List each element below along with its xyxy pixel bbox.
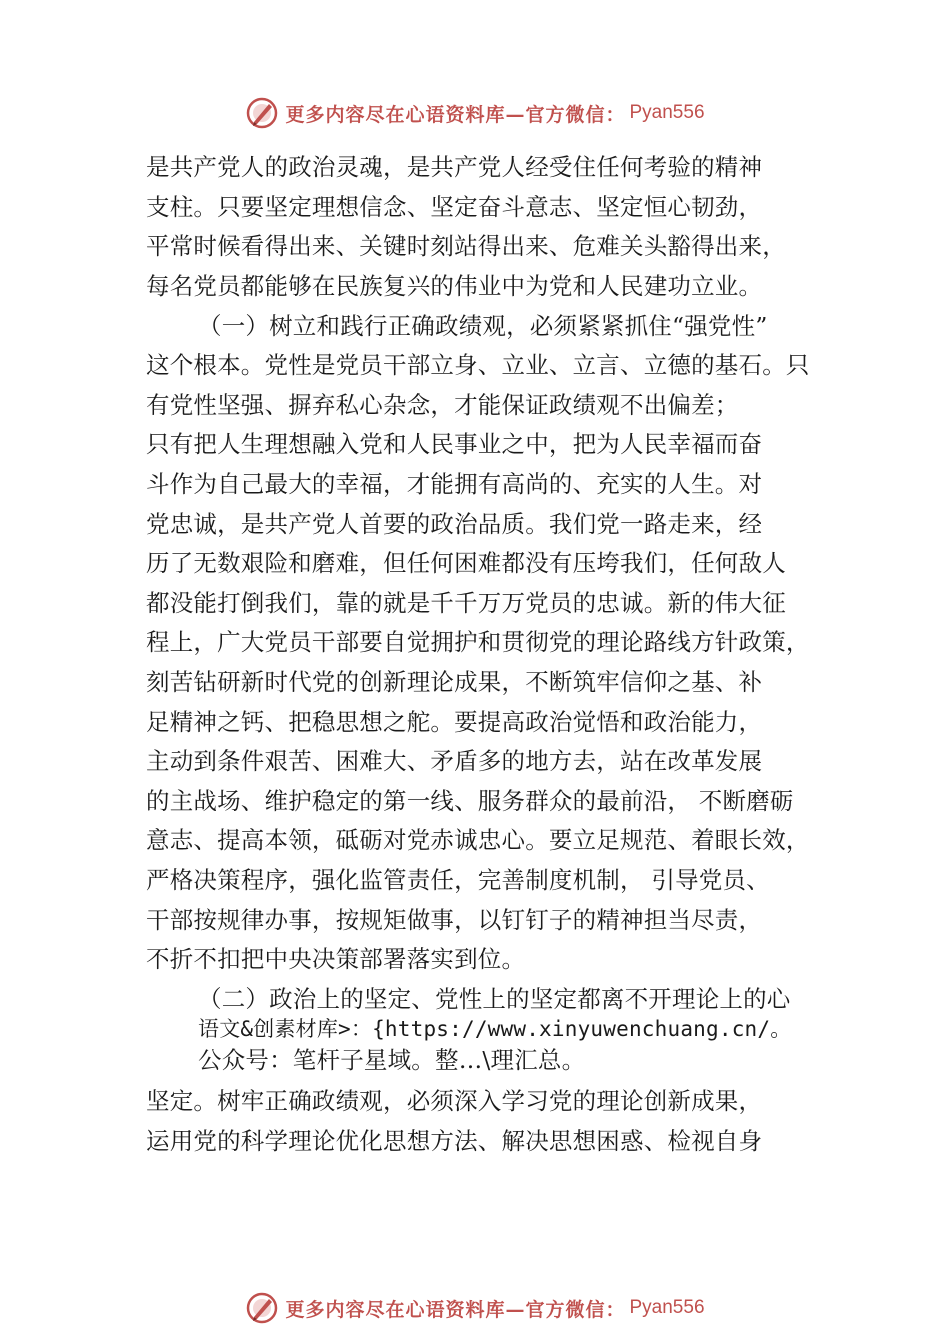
text-line: 坚定。树牢正确政绩观，必须深入学习党的理论创新成果， — [146, 1087, 763, 1115]
text-line: 支柱。只要坚定理想信念、坚定奋斗意志、坚定恒心韧劲， — [146, 193, 763, 221]
banner-handle: Pyan556 — [629, 102, 705, 123]
text-line: 不折不扣把中央决策部署落实到位。 — [146, 945, 526, 973]
header-banner — [0, 93, 950, 133]
text-line: 斗作为自己最大的幸福，才能拥有高尚的、充实的人生。对 — [146, 470, 763, 498]
watermark-line: 公众号：笔杆子星域。整…\理汇总。 — [198, 1046, 586, 1074]
banner-text: 更多内容尽在心语资料库—官方微信： — [285, 103, 626, 126]
pen-seal-icon — [245, 96, 279, 130]
text-line: 严格决策程序，强化监管责任，完善制度机制， 引导党员、 — [146, 866, 770, 894]
text-line: 意志、提高本领，砥砺对党赤诚忠心。要立足规范、着眼长效， — [146, 826, 810, 854]
text-line: 历了无数艰险和磨难，但任何困难都没有压垮我们，任何敌人 — [146, 549, 786, 577]
banner-text: 更多内容尽在心语资料库—官方微信： — [285, 1298, 626, 1321]
text-line: 这个根本。党性是党员干部立身、立业、立言、立德的基石。只 — [146, 351, 810, 379]
text-line: 是共产党人的政治灵魂，是共产党人经受住任何考验的精神 — [146, 153, 763, 181]
text-line: （一）树立和践行正确政绩观，必须紧紧抓住“强党性” — [198, 312, 768, 340]
banner-handle: Pyan556 — [629, 1297, 705, 1318]
text-line: 都没能打倒我们，靠的就是千千万万党员的忠诚。新的伟大征 — [146, 589, 786, 617]
text-line: 平常时候看得出来、关键时刻站得出来、危难关头豁得出来， — [146, 232, 786, 260]
text-line: 主动到条件艰苦、困难大、矛盾多的地方去，站在改革发展 — [146, 747, 763, 775]
pen-seal-icon — [245, 1291, 279, 1325]
text-line: 党忠诚，是共产党人首要的政治品质。我们党一路走来，经 — [146, 510, 763, 538]
footer-banner — [0, 1288, 950, 1328]
text-line: 的主战场、维护稳定的第一线、服务群众的最前沿， 不断磨砺 — [146, 787, 794, 815]
text-line: 程上，广大党员干部要自觉拥护和贯彻党的理论路线方针政策， — [146, 628, 810, 656]
watermark-line: 语文&创素材库>：{https://www.xinyuwenchuang.cn/。 — [198, 1017, 792, 1041]
text-line: 刻苦钻研新时代党的创新理论成果，不断筑牢信仰之基、补 — [146, 668, 763, 696]
text-line: （二）政治上的坚定、党性上的坚定都离不开理论上的心 — [198, 985, 791, 1013]
text-line: 每名党员都能够在民族复兴的伟业中为党和人民建功立业。 — [146, 272, 763, 300]
text-line: 干部按规律办事，按规矩做事，以钉钉子的精神担当尽责， — [146, 906, 763, 934]
text-line: 有党性坚强、摒弃私心杂念，才能保证政绩观不出偏差； — [146, 391, 739, 419]
text-line: 只有把人生理想融入党和人民事业之中，把为人民幸福而奋 — [146, 430, 763, 458]
text-line: 足精神之钙、把稳思想之舵。要提高政治觉悟和政治能力， — [146, 708, 763, 736]
text-line: 运用党的科学理论优化思想方法、解决思想困惑、检视自身 — [146, 1127, 763, 1155]
